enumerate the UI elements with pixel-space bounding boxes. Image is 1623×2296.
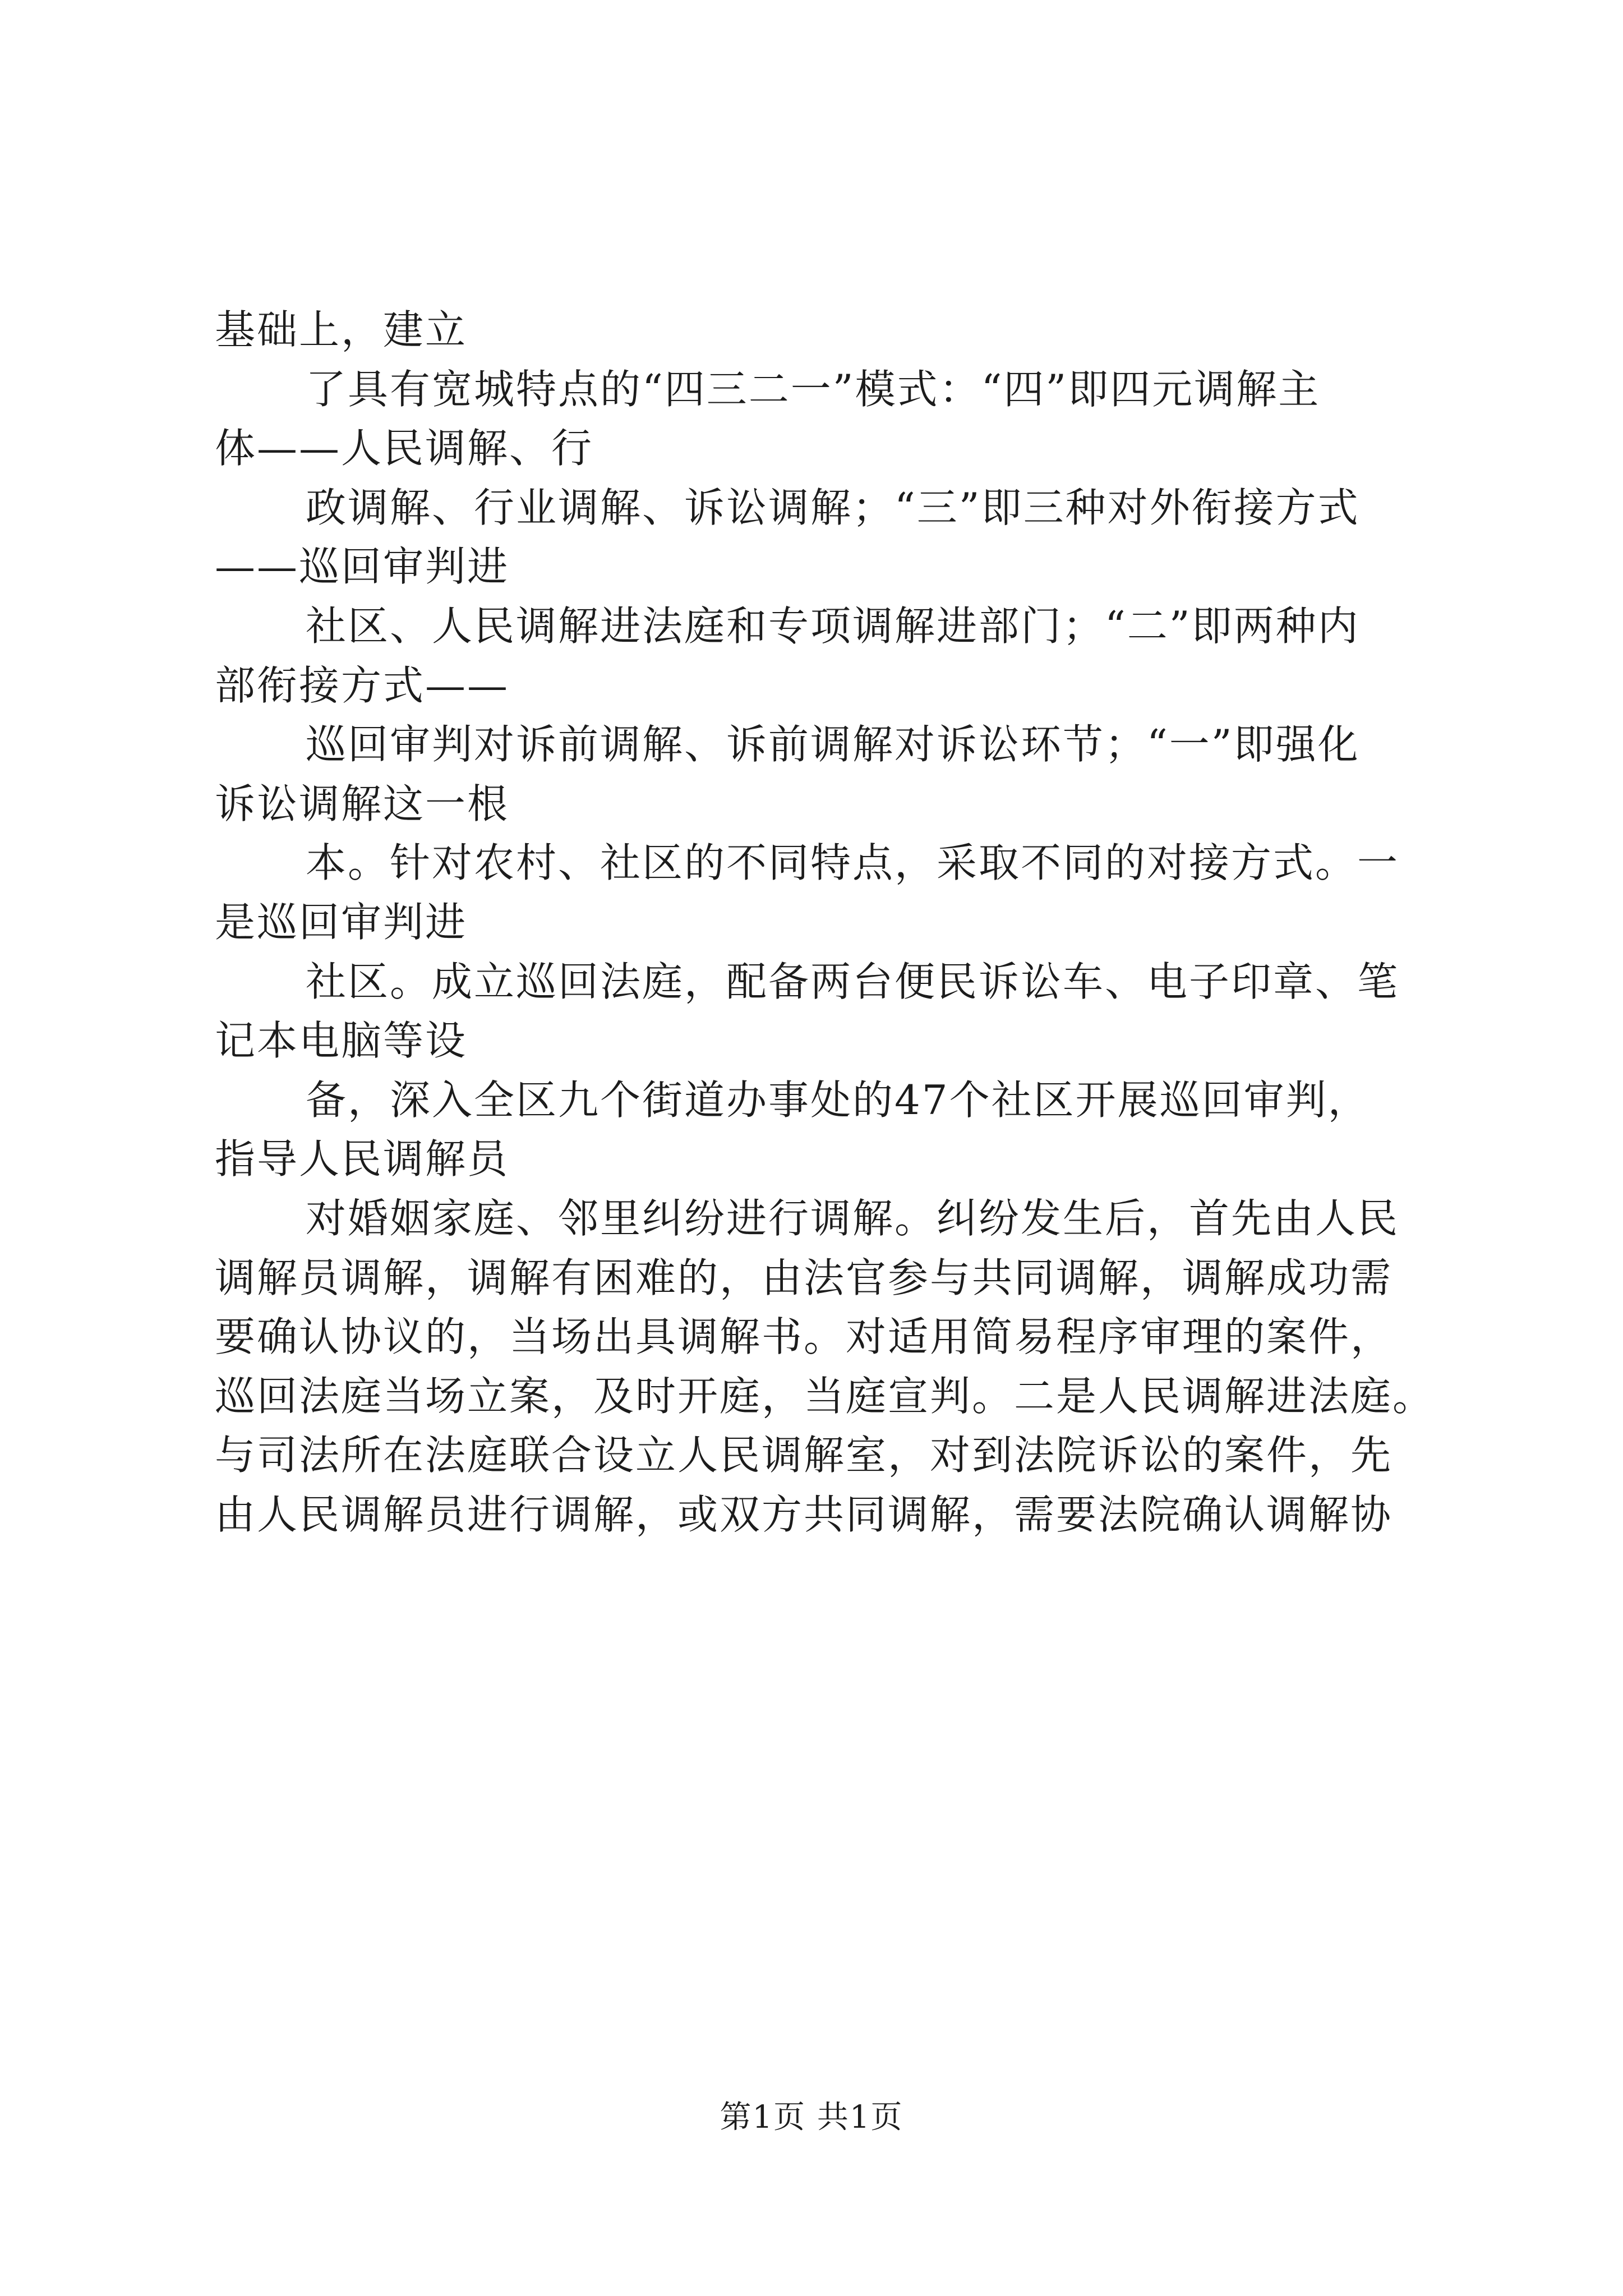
text-line: 部衔接方式—— (215, 661, 510, 709)
text-line: 巡回法庭当场立案，及时开庭，当庭宣判。二是人民调解进法庭。 (215, 1372, 1435, 1420)
text-line: 社区、人民调解进法庭和专项调解进部门；“二”即两种内 (306, 602, 1360, 650)
text-line: 巡回审判对诉前调解、诉前调解对诉讼环节；“一”即强化 (306, 721, 1360, 769)
text-line: 备，深入全区九个街道办事处的47个社区开展巡回审判， (306, 1076, 1370, 1124)
text-line: 社区。成立巡回法庭，配备两台便民诉讼车、电子印章、笔 (306, 958, 1400, 1005)
text-line: 指导人民调解员 (215, 1135, 510, 1183)
text-line: 是巡回审判进 (215, 898, 468, 946)
text-line: 诉讼调解这一根 (215, 780, 510, 827)
text-line: 与司法所在法庭联合设立人民调解室，对到法院诉讼的案件，先 (215, 1432, 1393, 1479)
text-line: 调解员调解，调解有困难的，由法官参与共同调解，调解成功需 (215, 1254, 1393, 1301)
text-line: 对婚姻家庭、邻里纠纷进行调解。纠纷发生后，首先由人民 (306, 1194, 1400, 1242)
text-line: 政调解、行业调解、诉讼调解；“三”即三种对外衔接方式 (306, 484, 1360, 531)
text-line: 由人民调解员进行调解，或双方共同调解，需要法院确认调解协 (215, 1490, 1393, 1538)
text-line: 记本电脑等设 (215, 1017, 468, 1065)
page-number-footer: 第1页 共1页 (720, 2099, 903, 2136)
document-body (215, 303, 1435, 1547)
text-line: 基础上，建立 (215, 306, 468, 353)
text-line: 了具有宽城特点的“四三二一”模式：“四”即四元调解主 (306, 365, 1321, 413)
text-line: ——巡回审判进 (215, 543, 510, 591)
text-line: 本。针对农村、社区的不同特点，采取不同的对接方式。一 (306, 839, 1400, 887)
text-line: 体——人民调解、行 (215, 425, 594, 472)
text-line: 要确认协议的，当场出具调解书。对适用简易程序审理的案件， (215, 1313, 1393, 1361)
